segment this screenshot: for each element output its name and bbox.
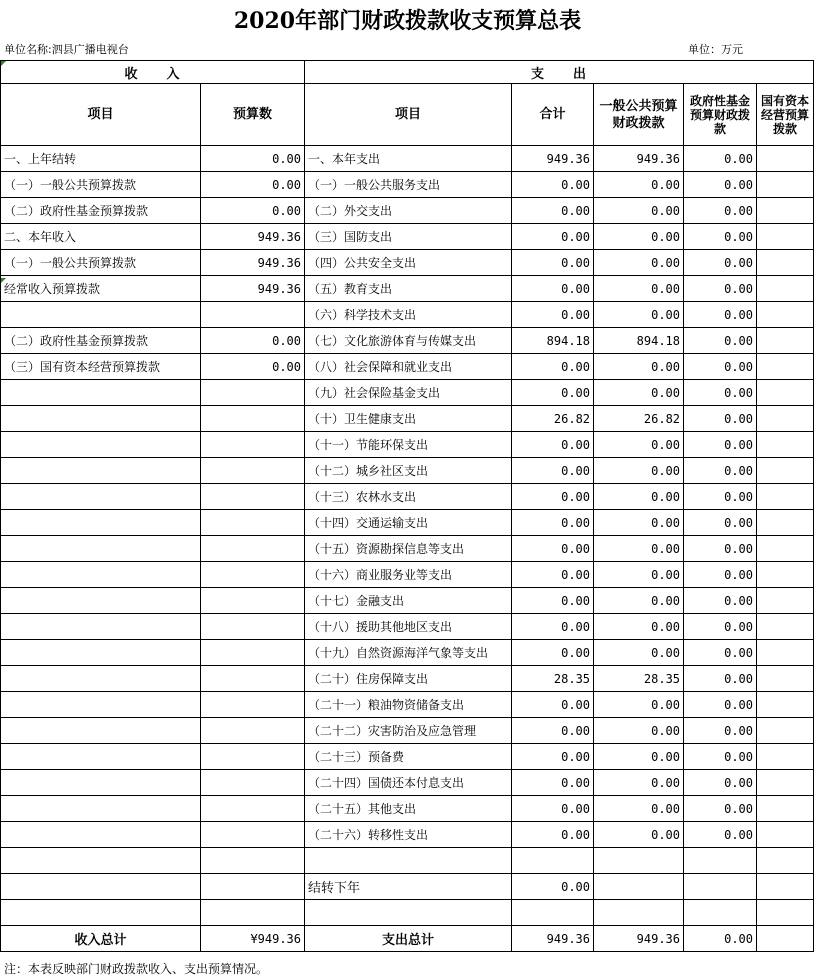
expense-item-cell: （二十五）其他支出 (305, 796, 512, 822)
income-item-cell: 一、上年结转 (1, 146, 201, 172)
expense-item-cell: （九）社会保险基金支出 (305, 380, 512, 406)
income-budget-header: 预算数 (201, 84, 305, 146)
table-row (1, 848, 814, 874)
table-row (1, 484, 814, 510)
income-item-cell (1, 484, 201, 510)
expense-total-cell: 894.18 (512, 328, 594, 354)
state-capital-header: 国有资本经营预算拨款 (757, 84, 814, 146)
expense-total-cell: 26.82 (512, 406, 594, 432)
expense-fund-cell: 0.00 (684, 614, 757, 640)
expense-fund-cell: 0.00 (684, 666, 757, 692)
table-row (1, 744, 814, 770)
expense-total-cell: 0.00 (512, 640, 594, 666)
expense-total-cell: 0.00 (512, 380, 594, 406)
income-item-cell (1, 536, 201, 562)
expense-item-cell (305, 848, 512, 874)
expense-state-capital-cell (757, 692, 814, 718)
expense-state-capital-cell (757, 666, 814, 692)
expense-fund-cell: 0.00 (684, 250, 757, 276)
income-budget-cell (201, 458, 305, 484)
income-item-header: 项目 (1, 84, 201, 146)
expense-fund-cell: 0.00 (684, 172, 757, 198)
expense-state-capital-cell (757, 406, 814, 432)
expense-general-cell: 0.00 (594, 692, 684, 718)
income-budget-cell (201, 718, 305, 744)
expense-general-cell: 0.00 (594, 536, 684, 562)
unit-name: 单位名称:泗县广播电视台 (4, 43, 129, 56)
expense-general-cell: 0.00 (594, 458, 684, 484)
expense-state-capital-cell (757, 900, 814, 926)
expense-item-cell: （七）文化旅游体育与传媒支出 (305, 328, 512, 354)
income-item-cell (1, 718, 201, 744)
expense-fund-cell: 0.00 (684, 432, 757, 458)
income-budget-cell (201, 692, 305, 718)
table-row (1, 432, 814, 458)
expense-state-capital-cell (757, 562, 814, 588)
expense-fund-cell: 0.00 (684, 536, 757, 562)
expense-general-cell: 0.00 (594, 796, 684, 822)
income-item-cell (1, 406, 201, 432)
income-budget-cell (201, 510, 305, 536)
income-item-cell (1, 614, 201, 640)
table-row (1, 510, 814, 536)
table-row (1, 250, 814, 276)
section-header-row (1, 61, 814, 84)
expense-state-capital-total (757, 926, 814, 952)
expense-item-cell: （一）一般公共服务支出 (305, 172, 512, 198)
expense-item-cell: （二十四）国债还本付息支出 (305, 770, 512, 796)
expense-fund-cell: 0.00 (684, 328, 757, 354)
expense-total-cell: 0.00 (512, 744, 594, 770)
income-budget-cell: 949.36 (201, 276, 305, 302)
expense-item-cell: （十一）节能环保支出 (305, 432, 512, 458)
income-budget-cell: 0.00 (201, 172, 305, 198)
expense-item-cell: （二十二）灾害防治及应急管理 (305, 718, 512, 744)
expense-fund-cell: 0.00 (684, 380, 757, 406)
income-item-cell (1, 848, 201, 874)
income-budget-cell (201, 848, 305, 874)
expense-fund-cell (684, 900, 757, 926)
income-item-cell: （二）政府性基金预算拨款 (1, 198, 201, 224)
table-row (1, 822, 814, 848)
expense-general-cell: 0.00 (594, 770, 684, 796)
expense-total-cell: 0.00 (512, 692, 594, 718)
income-item-cell (1, 510, 201, 536)
expense-total-cell: 0.00 (512, 796, 594, 822)
expense-state-capital-cell (757, 718, 814, 744)
expense-general-cell: 0.00 (594, 614, 684, 640)
table-row (1, 458, 814, 484)
expense-item-cell: （十八）援助其他地区支出 (305, 614, 512, 640)
expense-total-cell: 0.00 (512, 354, 594, 380)
expense-total-cell: 0.00 (512, 718, 594, 744)
expense-state-capital-cell (757, 172, 814, 198)
expense-general-cell: 894.18 (594, 328, 684, 354)
expense-total-value: 949.36 (512, 926, 594, 952)
expense-total-cell: 0.00 (512, 458, 594, 484)
expense-state-capital-cell (757, 484, 814, 510)
expense-item-cell: （十四）交通运输支出 (305, 510, 512, 536)
table-row (1, 796, 814, 822)
expense-section-header: 支 出 (305, 61, 814, 84)
expense-general-cell: 0.00 (594, 380, 684, 406)
expense-total-cell: 0.00 (512, 614, 594, 640)
expense-general-cell: 0.00 (594, 172, 684, 198)
expense-total-cell: 0.00 (512, 536, 594, 562)
totals-row (1, 926, 814, 952)
income-item-cell: （一）一般公共预算拨款 (1, 172, 201, 198)
expense-general-total: 949.36 (594, 926, 684, 952)
table-row (1, 666, 814, 692)
general-budget-header: 一般公共预算财政拨款 (594, 84, 684, 146)
expense-general-cell: 0.00 (594, 822, 684, 848)
expense-state-capital-cell (757, 146, 814, 172)
expense-general-cell: 0.00 (594, 198, 684, 224)
expense-fund-cell: 0.00 (684, 302, 757, 328)
income-budget-cell (201, 900, 305, 926)
expense-general-cell: 0.00 (594, 224, 684, 250)
income-budget-cell (201, 536, 305, 562)
income-item-cell: （二）政府性基金预算拨款 (1, 328, 201, 354)
expense-item-cell: （二）外交支出 (305, 198, 512, 224)
expense-state-capital-cell (757, 588, 814, 614)
expense-general-cell: 0.00 (594, 432, 684, 458)
table-row (1, 536, 814, 562)
expense-state-capital-cell (757, 250, 814, 276)
expense-total-cell: 0.00 (512, 484, 594, 510)
income-section-header: 收 入 (1, 61, 305, 84)
expense-item-cell: （十二）城乡社区支出 (305, 458, 512, 484)
income-item-cell (1, 796, 201, 822)
expense-state-capital-cell (757, 328, 814, 354)
expense-fund-cell: 0.00 (684, 822, 757, 848)
expense-total-cell: 0.00 (512, 250, 594, 276)
table-row (1, 874, 814, 900)
expense-fund-cell: 0.00 (684, 770, 757, 796)
expense-item-cell: （五）教育支出 (305, 276, 512, 302)
income-total-label: 收入总计 (1, 926, 201, 952)
expense-fund-cell: 0.00 (684, 224, 757, 250)
expense-state-capital-cell (757, 796, 814, 822)
table-row (1, 562, 814, 588)
expense-state-capital-cell (757, 770, 814, 796)
expense-total-cell: 0.00 (512, 562, 594, 588)
expense-total-cell (512, 848, 594, 874)
table-row (1, 588, 814, 614)
expense-total-cell: 949.36 (512, 146, 594, 172)
expense-state-capital-cell (757, 276, 814, 302)
income-total-value: ¥949.36 (201, 926, 305, 952)
expense-total-cell: 28.35 (512, 666, 594, 692)
expense-state-capital-cell (757, 432, 814, 458)
expense-state-capital-cell (757, 224, 814, 250)
table-row (1, 380, 814, 406)
expense-state-capital-cell (757, 458, 814, 484)
table-row (1, 302, 814, 328)
income-budget-cell (201, 666, 305, 692)
income-item-cell (1, 588, 201, 614)
income-budget-cell: 0.00 (201, 354, 305, 380)
page-title: 2020年部门财政拨款收支预算总表 (233, 8, 582, 34)
expense-total-label: 支出总计 (305, 926, 512, 952)
expense-total-cell: 0.00 (512, 276, 594, 302)
expense-state-capital-cell (757, 380, 814, 406)
expense-fund-cell: 0.00 (684, 718, 757, 744)
income-item-cell: 二、本年收入 (1, 224, 201, 250)
expense-total-cell: 0.00 (512, 172, 594, 198)
table-row (1, 640, 814, 666)
income-budget-cell (201, 562, 305, 588)
table-row (1, 146, 814, 172)
expense-fund-cell: 0.00 (684, 588, 757, 614)
table-row (1, 614, 814, 640)
expense-fund-cell: 0.00 (684, 484, 757, 510)
income-budget-cell (201, 822, 305, 848)
cell-comment-marker (1, 278, 6, 283)
expense-fund-cell: 0.00 (684, 692, 757, 718)
expense-state-capital-cell (757, 354, 814, 380)
income-budget-cell (201, 380, 305, 406)
income-budget-cell (201, 640, 305, 666)
expense-fund-cell (684, 874, 757, 900)
expense-general-cell (594, 848, 684, 874)
expense-total-cell: 0.00 (512, 510, 594, 536)
expense-item-cell: （十三）农林水支出 (305, 484, 512, 510)
expense-general-cell: 0.00 (594, 562, 684, 588)
table-row (1, 276, 814, 302)
expense-general-cell (594, 874, 684, 900)
expense-fund-cell: 0.00 (684, 510, 757, 536)
expense-state-capital-cell (757, 536, 814, 562)
income-item-cell (1, 302, 201, 328)
expense-item-cell: （十九）自然资源海洋气象等支出 (305, 640, 512, 666)
expense-state-capital-cell (757, 848, 814, 874)
table-row (1, 354, 814, 380)
expense-item-cell: （十五）资源勘探信息等支出 (305, 536, 512, 562)
expense-item-cell: （十）卫生健康支出 (305, 406, 512, 432)
expense-item-cell: （四）公共安全支出 (305, 250, 512, 276)
expense-general-cell: 28.35 (594, 666, 684, 692)
expense-fund-cell: 0.00 (684, 458, 757, 484)
income-budget-cell: 949.36 (201, 250, 305, 276)
income-item-cell (1, 432, 201, 458)
expense-item-cell: （十六）商业服务业等支出 (305, 562, 512, 588)
table-row (1, 900, 814, 926)
expense-general-cell: 0.00 (594, 302, 684, 328)
income-item-cell (1, 822, 201, 848)
expense-state-capital-cell (757, 614, 814, 640)
expense-item-cell: （二十）住房保障支出 (305, 666, 512, 692)
income-budget-cell (201, 770, 305, 796)
expense-item-header: 项目 (305, 84, 512, 146)
budget-table (0, 60, 814, 952)
expense-state-capital-cell (757, 510, 814, 536)
expense-total-cell: 0.00 (512, 874, 594, 900)
income-item-cell (1, 666, 201, 692)
income-item-cell (1, 874, 201, 900)
income-item-cell (1, 692, 201, 718)
income-budget-cell: 0.00 (201, 198, 305, 224)
income-budget-cell: 949.36 (201, 224, 305, 250)
expense-fund-cell: 0.00 (684, 640, 757, 666)
expense-general-cell: 0.00 (594, 250, 684, 276)
expense-total-cell (512, 900, 594, 926)
expense-total-cell: 0.00 (512, 822, 594, 848)
expense-item-cell: （三）国防支出 (305, 224, 512, 250)
income-budget-cell (201, 744, 305, 770)
total-header: 合计 (512, 84, 594, 146)
expense-item-cell: （二十六）转移性支出 (305, 822, 512, 848)
income-item-cell (1, 770, 201, 796)
expense-fund-cell (684, 848, 757, 874)
expense-total-cell: 0.00 (512, 302, 594, 328)
expense-general-cell: 0.00 (594, 588, 684, 614)
expense-fund-cell: 0.00 (684, 146, 757, 172)
income-budget-cell: 0.00 (201, 328, 305, 354)
table-row (1, 718, 814, 744)
income-item-cell (1, 380, 201, 406)
income-budget-cell (201, 432, 305, 458)
expense-fund-cell: 0.00 (684, 354, 757, 380)
income-budget-cell (201, 588, 305, 614)
income-item-cell (1, 640, 201, 666)
income-item-cell: （三）国有资本经营预算拨款 (1, 354, 201, 380)
column-header-row (1, 84, 814, 146)
income-item-cell (1, 562, 201, 588)
income-budget-cell (201, 874, 305, 900)
expense-total-cell: 0.00 (512, 432, 594, 458)
expense-general-cell: 949.36 (594, 146, 684, 172)
unit-label: 单位：万元 (688, 43, 743, 56)
income-budget-cell (201, 614, 305, 640)
expense-state-capital-cell (757, 822, 814, 848)
expense-item-cell: （八）社会保障和就业支出 (305, 354, 512, 380)
table-row (1, 770, 814, 796)
expense-item-cell: 一、本年支出 (305, 146, 512, 172)
expense-item-cell (305, 900, 512, 926)
expense-item-cell: （二十一）粮油物资储备支出 (305, 692, 512, 718)
table-row (1, 198, 814, 224)
income-budget-cell (201, 302, 305, 328)
expense-general-cell (594, 900, 684, 926)
expense-fund-cell: 0.00 (684, 562, 757, 588)
table-row (1, 406, 814, 432)
expense-total-cell: 0.00 (512, 198, 594, 224)
fund-budget-header: 政府性基金预算财政拨款 (684, 84, 757, 146)
income-budget-cell (201, 484, 305, 510)
expense-general-cell: 26.82 (594, 406, 684, 432)
cell-comment-marker (1, 61, 6, 66)
table-row (1, 172, 814, 198)
footnote: 注：本表反映部门财政拨款收入、支出预算情况。 (4, 962, 269, 976)
expense-fund-cell: 0.00 (684, 796, 757, 822)
income-item-cell (1, 744, 201, 770)
expense-item-cell: （二十三）预备费 (305, 744, 512, 770)
expense-item-cell: 结转下年 (305, 874, 512, 900)
expense-general-cell: 0.00 (594, 276, 684, 302)
expense-state-capital-cell (757, 874, 814, 900)
expense-general-cell: 0.00 (594, 484, 684, 510)
expense-fund-cell: 0.00 (684, 406, 757, 432)
income-item-cell (1, 458, 201, 484)
expense-total-cell: 0.00 (512, 224, 594, 250)
table-row (1, 224, 814, 250)
expense-total-cell: 0.00 (512, 588, 594, 614)
expense-state-capital-cell (757, 640, 814, 666)
income-item-cell: （一）一般公共预算拨款 (1, 250, 201, 276)
expense-fund-cell: 0.00 (684, 276, 757, 302)
table-row (1, 328, 814, 354)
expense-state-capital-cell (757, 302, 814, 328)
expense-item-cell: （六）科学技术支出 (305, 302, 512, 328)
expense-fund-total: 0.00 (684, 926, 757, 952)
expense-general-cell: 0.00 (594, 510, 684, 536)
expense-state-capital-cell (757, 198, 814, 224)
expense-general-cell: 0.00 (594, 744, 684, 770)
expense-state-capital-cell (757, 744, 814, 770)
expense-fund-cell: 0.00 (684, 198, 757, 224)
expense-item-cell: （十七）金融支出 (305, 588, 512, 614)
income-budget-cell: 0.00 (201, 146, 305, 172)
income-budget-cell (201, 406, 305, 432)
income-item-cell: 经常收入预算拨款 (1, 276, 201, 302)
income-budget-cell (201, 796, 305, 822)
expense-total-cell: 0.00 (512, 770, 594, 796)
table-row (1, 692, 814, 718)
expense-general-cell: 0.00 (594, 718, 684, 744)
expense-general-cell: 0.00 (594, 640, 684, 666)
expense-general-cell: 0.00 (594, 354, 684, 380)
income-item-cell (1, 900, 201, 926)
expense-fund-cell: 0.00 (684, 744, 757, 770)
